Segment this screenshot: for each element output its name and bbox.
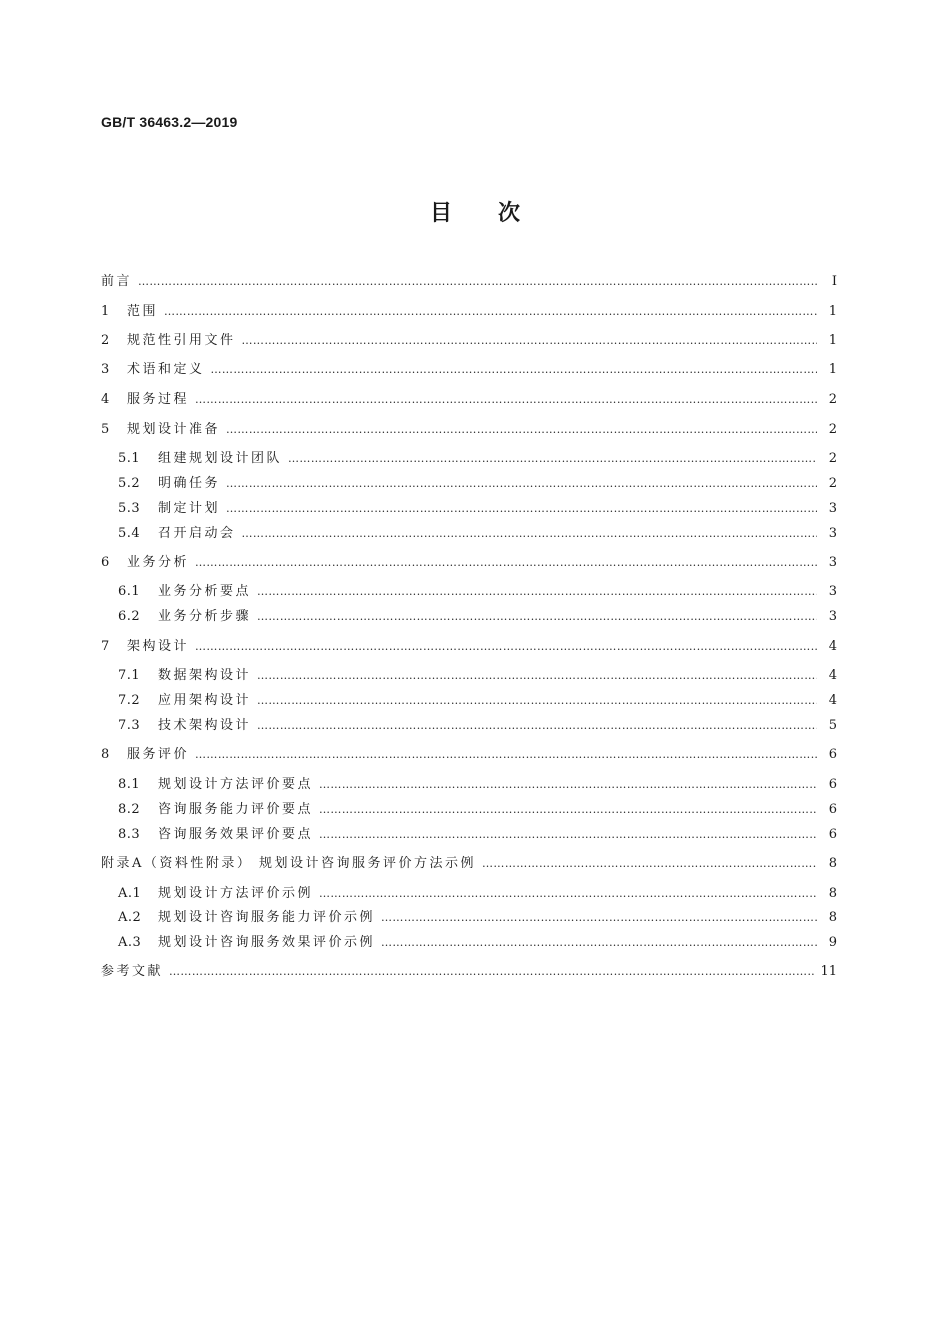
toc-dot-leader <box>257 666 817 686</box>
toc-dot-leader <box>195 637 817 657</box>
toc-entry-page: 2 <box>828 392 837 407</box>
toc-entry-19[interactable] <box>118 800 837 820</box>
toc-dot-leader <box>319 884 817 904</box>
toc-entry-title: 业务分析步骤 <box>158 609 252 624</box>
toc-entry-1[interactable] <box>101 302 837 322</box>
toc-entry-page: 3 <box>828 584 837 599</box>
toc-entry-12[interactable] <box>118 607 837 627</box>
toc-entry-number: 5.1 <box>118 451 141 466</box>
toc-entry-title: 规划设计准备 <box>127 422 221 437</box>
toc-entry-title: 召开启动会 <box>158 526 236 541</box>
toc-entry-title: 咨询服务效果评价要点 <box>158 827 314 842</box>
toc-entry-title: 规划设计咨询服务能力评价示例 <box>158 910 376 925</box>
toc-entry-title: 前言 <box>101 274 133 289</box>
toc-entry-page: 3 <box>828 555 837 570</box>
toc-entry-11[interactable] <box>118 582 837 602</box>
standard-code: GB/T 36463.2—2019 <box>101 114 238 130</box>
toc-dot-leader <box>319 825 817 845</box>
toc-dot-leader <box>226 420 817 440</box>
toc-entry-page: 11 <box>820 964 837 979</box>
toc-entry-page: 6 <box>828 777 837 792</box>
toc-entry-title: 组建规划设计团队 <box>158 451 283 466</box>
toc-entry-number: 3 <box>101 362 110 377</box>
toc-dot-leader <box>319 800 817 820</box>
toc-entry-title: 明确任务 <box>158 476 221 491</box>
toc-dot-leader <box>164 302 817 322</box>
toc-entry-25[interactable] <box>101 962 837 982</box>
toc-entry-number: 5.2 <box>118 476 141 491</box>
toc-entry-17[interactable] <box>101 745 837 765</box>
toc-entry-2[interactable] <box>101 331 837 351</box>
toc-dot-leader <box>138 272 817 292</box>
toc-dot-leader <box>381 933 817 953</box>
toc-entry-number: 8.1 <box>118 777 141 792</box>
toc-dot-leader <box>226 499 817 519</box>
toc-entry-number: 7.2 <box>118 693 141 708</box>
toc-entry-10[interactable] <box>101 553 837 573</box>
toc-entry-title: 范围 <box>127 304 159 319</box>
toc-entry-number: 7.3 <box>118 718 141 733</box>
toc-entry-number: 6.1 <box>118 584 141 599</box>
toc-entry-page: 6 <box>828 827 837 842</box>
toc-entry-number: 2 <box>101 333 110 348</box>
toc-entry-title: 规划设计方法评价要点 <box>158 777 314 792</box>
toc-entry-title: 服务评价 <box>127 747 190 762</box>
toc-entry-15[interactable] <box>118 691 837 711</box>
toc-dot-leader <box>288 449 817 469</box>
toc-entry-title: 制定计划 <box>158 501 221 516</box>
toc-entry-number: 5.3 <box>118 501 141 516</box>
toc-entry-title: 规划设计咨询服务效果评价示例 <box>158 935 376 950</box>
toc-entry-number: 1 <box>101 304 110 319</box>
toc-entry-number: A.1 <box>118 886 142 901</box>
toc-dot-leader <box>195 553 817 573</box>
toc-dot-leader <box>257 716 817 736</box>
toc-entry-16[interactable] <box>118 716 837 736</box>
toc-entry-title: 服务过程 <box>127 392 190 407</box>
toc-dot-leader <box>195 745 817 765</box>
toc-dot-leader <box>195 390 817 410</box>
toc-entry-page: 6 <box>828 747 837 762</box>
toc-entry-page: 2 <box>828 422 837 437</box>
toc-entry-13[interactable] <box>101 637 837 657</box>
toc-dot-leader <box>319 775 817 795</box>
toc-entry-number: 6.2 <box>118 609 141 624</box>
toc-entry-number: 7.1 <box>118 668 141 683</box>
toc-entry-9[interactable] <box>118 524 837 544</box>
toc-entry-page: 3 <box>828 526 837 541</box>
toc-dot-leader <box>169 962 814 982</box>
toc-entry-page: 9 <box>828 935 837 950</box>
toc-entry-21[interactable] <box>101 854 837 874</box>
toc-entry-page: 1 <box>828 362 837 377</box>
toc-entry-number: 8 <box>101 747 110 762</box>
toc-entry-title: 业务分析要点 <box>158 584 252 599</box>
toc-entry-0[interactable] <box>101 272 837 292</box>
toc-entry-title: 术语和定义 <box>127 362 205 377</box>
toc-entry-title: 架构设计 <box>127 639 190 654</box>
toc-entry-page: 8 <box>828 856 837 871</box>
toc-entry-page: 6 <box>828 802 837 817</box>
toc-entry-page: 1 <box>828 333 837 348</box>
toc-entry-title: 规范性引用文件 <box>127 333 236 348</box>
toc-entry-title: 规划设计方法评价示例 <box>158 886 314 901</box>
toc-dot-leader <box>257 582 817 602</box>
toc-entry-number: 4 <box>101 392 110 407</box>
toc-entry-number: 8.3 <box>118 827 141 842</box>
toc-dot-leader <box>242 331 817 351</box>
toc-entry-7[interactable] <box>118 474 837 494</box>
toc-entry-23[interactable] <box>118 908 837 928</box>
toc-entry-title: 业务分析 <box>127 555 190 570</box>
toc-entry-title: 参考文献 <box>101 964 164 979</box>
toc-entry-page: 3 <box>828 501 837 516</box>
toc-dot-leader <box>226 474 817 494</box>
page-title: 目次 <box>429 201 566 226</box>
toc-dot-leader <box>381 908 817 928</box>
toc-dot-leader <box>211 360 817 380</box>
toc-entry-number: A.3 <box>118 935 142 950</box>
toc-entry-18[interactable] <box>118 775 837 795</box>
toc-dot-leader <box>257 607 817 627</box>
toc-entry-number: 6 <box>101 555 110 570</box>
toc-entry-number: 8.2 <box>118 802 141 817</box>
toc-entry-4[interactable] <box>101 390 837 410</box>
toc-entry-title: 技术架构设计 <box>158 718 252 733</box>
toc-entry-22[interactable] <box>118 884 837 904</box>
toc-entry-page: 2 <box>828 451 837 466</box>
toc-entry-page: 4 <box>828 639 837 654</box>
toc-dot-leader <box>482 854 817 874</box>
toc-entry-page: 4 <box>828 693 837 708</box>
toc-entry-14[interactable] <box>118 666 837 686</box>
toc-entry-3[interactable] <box>101 360 837 380</box>
toc-entry-page: 2 <box>828 476 837 491</box>
toc-entry-page: 8 <box>828 910 837 925</box>
toc-entry-number: 7 <box>101 639 110 654</box>
toc-dot-leader <box>257 691 817 711</box>
toc-entry-page: 8 <box>828 886 837 901</box>
toc-entry-5[interactable] <box>101 420 837 440</box>
toc-entry-page: 3 <box>828 609 837 624</box>
toc-entry-title: 数据架构设计 <box>158 668 252 683</box>
toc-entry-number: 5.4 <box>118 526 141 541</box>
toc-entry-20[interactable] <box>118 825 837 845</box>
toc-entry-8[interactable] <box>118 499 837 519</box>
toc-entry-number: 5 <box>101 422 110 437</box>
toc-entry-6[interactable] <box>118 449 837 469</box>
toc-entry-page: Ⅰ <box>831 274 837 289</box>
toc-entry-title: 咨询服务能力评价要点 <box>158 802 314 817</box>
toc-entry-page: 1 <box>828 304 837 319</box>
toc-entry-title: 附录A（资料性附录） 规划设计咨询服务评价方法示例 <box>101 856 477 871</box>
toc-entry-number: A.2 <box>118 910 142 925</box>
toc-entry-title: 应用架构设计 <box>158 693 252 708</box>
toc-entry-page: 5 <box>828 718 837 733</box>
toc-entry-page: 4 <box>828 668 837 683</box>
toc-entry-24[interactable] <box>118 933 837 953</box>
toc-dot-leader <box>242 524 817 544</box>
